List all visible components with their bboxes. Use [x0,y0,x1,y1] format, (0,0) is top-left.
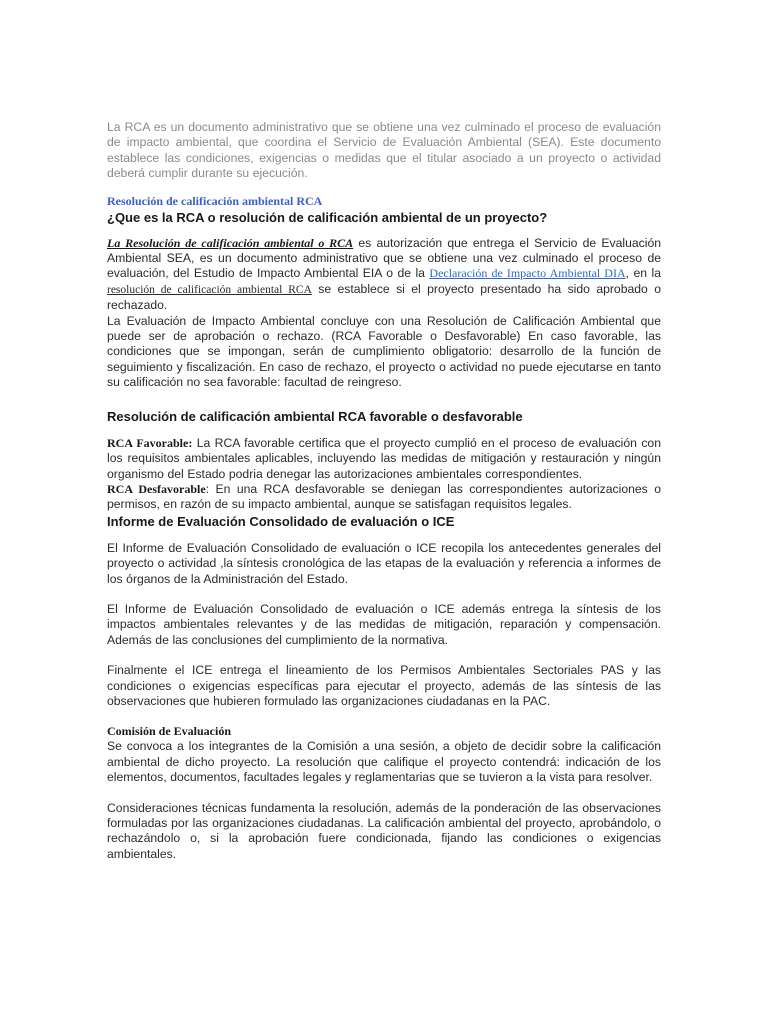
definition-text-1: es autorización que entrega el Servicio de Evaluación Ambiental SEA, es un documento administrativo que se obtiene una vez culminado el proceso de evaluación, del Estudio de Impacto Ambiental EIA o de la [107,235,662,281]
rca-definition-paragraph [107,236,661,314]
document-body [107,120,661,862]
conclusion-paragraph: La Evaluación de Impacto Ambiental concluye con una Resolución de Calificación Ambiental que puede ser de aprobación o rechazo. (RCA Favorable o Desfavorable) En caso favorable, las condiciones que se impongan, serán de cumplimiento obligatorio: desarrollo de la función de seguimiento y fiscalización. En caso de rechazo, el proyecto o actividad no puede ejecutarse en tanto su calificación no sea favorable: facultad de reingreso. [107,313,661,390]
ice-paragraph-3: Finalmente el ICE entrega el lineamiento de los Permisos Ambientales Sectoriales PAS y las condiciones o exigencias específicas para ejecutar el proyecto, además de las síntesis de las observaciones que hubieren formulado las organizaciones ciudadanas en la PAC. [107,663,661,708]
intro-paragraph: La RCA es un documento administrativo que se obtiene una vez culminado el proceso de evaluación de impacto ambiental, que coordina el Servicio de Evaluación Ambiental (SEA). Este documento establece las condiciones, exigencias o medidas que el titular asociado a un proyecto o actividad deberá cumplir durante su ejecución. [107,120,661,181]
definition-text-2: , en la [625,266,661,281]
comision-paragraph-2: Consideraciones técnicas fundamenta la resolución, además de la ponderación de las observaciones formuladas por las organizaciones ciudadanas. La calificación ambiental del proyecto, aprobándolo, o rechazándolo o, si la aprobación fuere condicionada, fijando las condiciones o exigencias ambientales. [107,800,661,861]
rca-question-heading: ¿Que es la RCA o resolución de calificación ambiental de un proyecto? [107,209,548,225]
favorable-text: La RCA favorable certifica que el proyecto cumplió en el proceso de evaluación con los requisitos ambientales aplicables, incluyendo las medidas de mitigación y restauración y ningún organismo del Estado podria denegar las autorizaciones ambientales correspondientes. [107,435,661,481]
favorable-label: RCA Favorable: [107,435,193,450]
definition-text-3: se establece si el proyecto presentado ha sido aprobado o rechazado. [107,281,661,313]
rca-term-underlined: resolución de calificación ambiental RCA [107,283,312,296]
desfavorable-label: RCA Desfavorable [107,481,206,496]
comision-heading: Comisión de Evaluación [107,724,232,739]
comision-paragraph-1: Se convoca a los integrantes de la Comisión a una sesión, a objeto de decidir sobre la calificación ambiental de dicho proyecto. La resolución que califique el proyecto contendrá: indicación de los elementos, documentos, facultades legales y reglamentarias que se tuvieron a la vista para resolver. [107,739,661,785]
ice-heading: Informe de Evaluación Consolidado de evaluación o ICE [107,513,455,529]
dia-link[interactable]: Declaración de Impacto Ambiental DIA [429,266,626,281]
rca-term: La Resolución de calificación ambiental o RCA [107,235,354,250]
favorable-paragraph [107,436,661,482]
favorable-heading: Resolución de calificación ambiental RCA favorable o desfavorable [107,408,523,424]
ice-paragraph-2: El Informe de Evaluación Consolidado de evaluación o ICE además entrega la síntesis de los impactos ambientales relevantes y de las medidas de mitigación, reparación y compensación. Además de las conclusiones del cumplimiento de la normativa. [107,601,661,647]
desfavorable-text: : En una RCA desfavorable se deniegan las correspondientes autorizaciones o permisos, en razón de su impacto ambiental, aunque se satisfagan requisitos legales. [107,481,661,512]
ice-paragraph-1: El Informe de Evaluación Consolidado de evaluación o ICE recopila los antecedentes generales del proyecto o actividad ,la síntesis cronológica de las etapas de la evaluación y referencia a informes de los órganos de la Administración del Estado. [107,540,661,586]
rca-heading: Resolución de calificación ambiental RCA [107,193,323,208]
desfavorable-paragraph [107,482,661,513]
